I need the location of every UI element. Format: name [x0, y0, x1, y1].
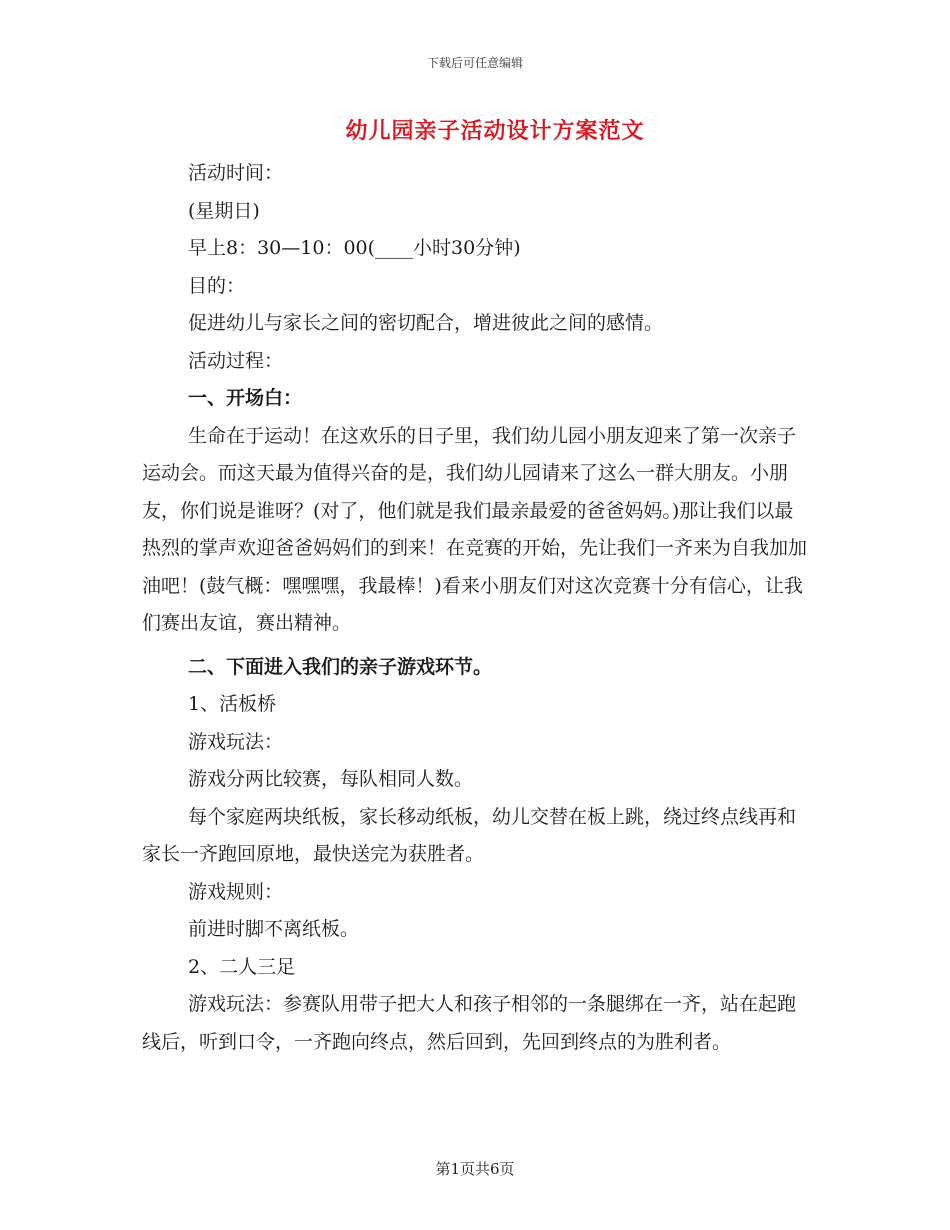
paragraph-weekday: (星期日) — [188, 199, 260, 222]
paragraph-process-label: 活动过程： — [188, 349, 284, 372]
paragraph-game1-rule: 前进时脚不离纸板。 — [188, 918, 360, 940]
header-note: 下载后可任意编辑 — [426, 56, 523, 70]
paragraph-purpose-label: 目的： — [188, 274, 246, 297]
game-title-board-bridge: 1、活板桥 — [188, 693, 277, 715]
paragraph-game1-howto: 每个家庭两块纸板，家长移动纸板，幼儿交替在板上跳，绕过终点线再和家长一齐跑回原地，最快送完为获胜者。 — [142, 805, 797, 865]
paragraph-time-range: 早上8：30—10：00(____小时30分钟) — [188, 237, 521, 259]
section-heading-opening: 一、开场白： — [188, 387, 303, 409]
document-body — [142, 155, 812, 1061]
paragraph-activity-time-label: 活动时间： — [188, 162, 284, 184]
paragraph-purpose: 促进幼儿与家长之间的密切配合，增进彼此之间的感情。 — [188, 312, 664, 334]
game-title-three-legged: 2、二人三足 — [188, 955, 296, 978]
paragraph-game2-howto: 游戏玩法：参赛队用带子把大人和孩子相邻的一条腿绑在一齐，站在起跑线后，听到口令，一齐跑向终点，然后回到，先回到终点的为胜利者。 — [142, 993, 797, 1053]
section-heading-games: 二、下面进入我们的亲子游戏环节。 — [188, 655, 493, 678]
paragraph-rules-label: 游戏规则： — [188, 880, 284, 903]
paragraph-howto-label-1: 游戏玩法： — [188, 730, 284, 753]
document-title: 幼儿园亲子活动设计方案范文 — [345, 118, 645, 144]
paragraph-game1-format: 游戏分两比较赛，每队相同人数。 — [188, 768, 474, 790]
page-number-footer: 第1页共6页 — [435, 1160, 515, 1178]
paragraph-opening-speech: 生命在于运动！在这欢乐的日子里，我们幼儿园小朋友迎来了第一次亲子运动会。而这天最为值得兴奋的是，我们幼儿园请来了这么一群大朋友。小朋友，你们说是谁呀？(对了，他们就是我们最亲最爱的爸爸妈妈。)那让我们以最热烈的掌声欢迎爸爸妈妈们的到来！在竞赛的开始，先让我们一齐来为自我加加油吧！(鼓气概：嘿嘿嘿，我最棒！)看来小朋友们对这次竞赛十分有信心，让我们赛出友谊，赛出精神。 — [142, 424, 808, 634]
